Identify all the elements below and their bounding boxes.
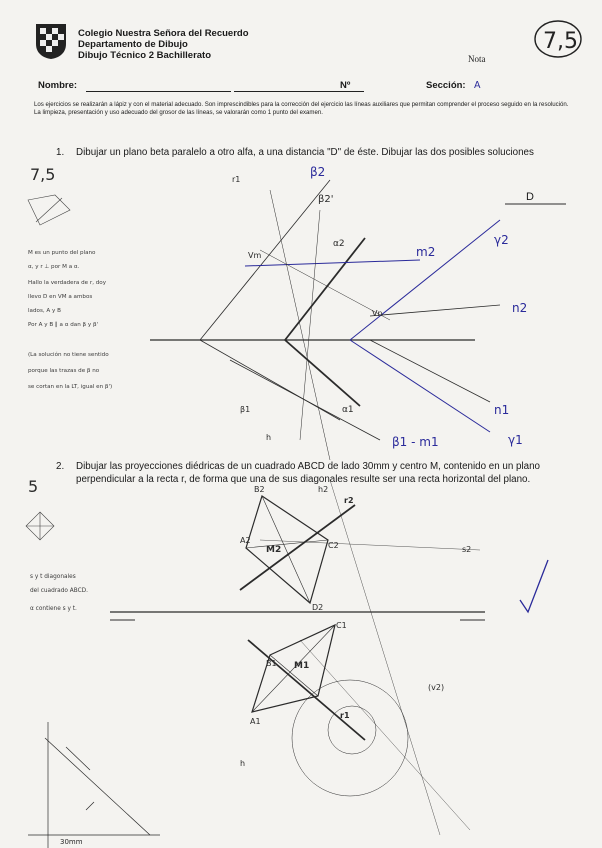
q2-label-b1: B1 <box>266 659 277 668</box>
q2-aux-vert <box>330 480 440 835</box>
q1-aux-diagonal <box>260 250 390 320</box>
q2-label-a2: A2 <box>240 536 251 545</box>
q2-sketch <box>26 512 54 540</box>
q1-label-gamma1: γ1 <box>508 433 523 447</box>
q2-side-notes <box>26 477 88 612</box>
svg-text:se cortan en la LT, igual en β: se cortan en la LT, igual en β') <box>28 384 113 390</box>
q1-labels <box>232 165 534 449</box>
q1-label-h: h <box>266 433 272 442</box>
q1-label-b1: β1 <box>240 405 251 414</box>
nota-label: Nota <box>468 54 486 64</box>
numero-label: Nº <box>340 80 351 91</box>
q1-label-d: D <box>526 191 534 203</box>
check-mark <box>520 560 548 612</box>
q1-drawing <box>150 180 566 460</box>
q2-labels <box>60 485 471 846</box>
question1-text: Dibujar un plano beta paralelo a otro alfa, a una distancia "D" de éste. Dibujar las dos posibles soluciones <box>76 147 534 158</box>
q2-scale-tick-2 <box>86 802 94 810</box>
school-name: Colegio Nuestra Señora del Recuerdo <box>78 28 249 39</box>
q2-aux-diag <box>300 640 470 830</box>
q1-beta1-trace <box>200 340 340 420</box>
svg-text:porque las trazas de β no: porque las trazas de β no <box>28 368 100 374</box>
nombre-label: Nombre: <box>38 80 78 91</box>
svg-text:s y t diagonales: s y t diagonales <box>30 574 76 580</box>
instructions-line1: Los ejercicios se realizarán a lápiz y con el material adecuado. Son imprescindibles para la corrección del ejercicio las líneas auxiliares que permitan comprender el proceso seguido en la resolución. <box>34 101 569 108</box>
svg-text:lados, A y B: lados, A y B <box>28 308 61 314</box>
svg-text:del cuadrado ABCD.: del cuadrado ABCD. <box>30 588 88 594</box>
q2-label-h: h <box>240 759 246 768</box>
q1-alpha2-trace <box>285 238 365 340</box>
q2-label-a1: A1 <box>250 717 261 726</box>
q2-label-c1: C1 <box>336 621 347 630</box>
q2-label-b2: B2 <box>254 485 265 494</box>
q1-score: 7,5 <box>30 165 56 184</box>
q1-alpha1-trace <box>285 340 360 406</box>
q2-label-d2: D2 <box>312 603 324 612</box>
q2-label-r2: r2 <box>344 496 354 505</box>
q1-label-n2: n2 <box>512 301 528 315</box>
q1-label-alpha1: α1 <box>342 405 354 415</box>
q2-aux-h2 <box>260 540 480 550</box>
q2-label-m2: M2 <box>266 545 282 555</box>
q2-label-s2: s2 <box>462 545 472 554</box>
svg-text:llevo D en VM a ambos: llevo D en VM a ambos <box>28 294 93 300</box>
svg-text:Hallo la verdadera de r, doy: Hallo la verdadera de r, doy <box>28 280 107 286</box>
q1-aux-2 <box>300 210 320 440</box>
instructions-line2: La limpieza, presentación y uso adecuado del grosor de las líneas, se valorarán como 1 punto del examen. <box>34 109 323 116</box>
question2-text-line2: perpendicular a la recta r, de forma que una de sus diagonales resulte ser una recta horizontal del plano. <box>76 474 531 485</box>
q2-score: 5 <box>28 477 39 496</box>
q1-note-text <box>28 250 112 390</box>
q1-label-m2: m2 <box>416 245 436 259</box>
svg-text:α, y r ⊥ por M a α.: α, y r ⊥ por M a α. <box>28 264 80 270</box>
q1-side-notes <box>28 165 112 390</box>
svg-text:M es un punto del plano: M es un punto del plano <box>28 250 96 256</box>
q2-scale-tick <box>66 747 90 770</box>
course: Dibujo Técnico 2 Bachillerato <box>78 50 212 61</box>
grade-value: 7,5 <box>543 29 578 54</box>
seccion-label: Sección: <box>426 80 466 91</box>
svg-text:α contiene s y t.: α contiene s y t. <box>30 606 77 612</box>
q1-gamma2 <box>350 220 500 340</box>
q1-m2-line <box>245 260 420 266</box>
q2-square-projection-2 <box>246 496 328 603</box>
q2-construction-circle <box>292 680 408 796</box>
q1-label-vm: Vm <box>248 251 262 260</box>
q2-label-h2: h2 <box>318 485 329 494</box>
q1-sketch <box>28 195 70 225</box>
question1-number: 1. <box>56 147 65 158</box>
q1-n2-line <box>370 305 500 316</box>
question2-number: 2. <box>56 461 65 472</box>
q1-b1-line <box>230 360 380 440</box>
q1-aux-vertical <box>270 190 330 460</box>
q1-label-b1m1: β1 - m1 <box>392 435 439 449</box>
q1-label-gamma2: γ2 <box>494 233 509 247</box>
q2-label-c2: C2 <box>328 541 339 550</box>
q2-label-r1: r1 <box>340 711 350 720</box>
q2-label-v2: (v2) <box>428 683 445 692</box>
q2-drawing <box>28 480 485 848</box>
q1-label-alpha2: α2 <box>333 239 345 249</box>
q2-scale-diag <box>45 738 150 835</box>
seccion-value: A <box>474 80 481 91</box>
q1-label-beta2: β2 <box>310 165 326 179</box>
q2-label-30mm: 30mm <box>60 838 83 846</box>
q1-label-vn: Vn <box>372 309 383 318</box>
question2-text-line1: Dibujar las proyecciones diédricas de un cuadrado ABCD de lado 30mm y centro M, contenido en un plano <box>76 461 540 472</box>
q2-label-m1: M1 <box>294 661 310 671</box>
svg-text:(La solución no tiene sentido: (La solución no tiene sentido <box>28 352 109 358</box>
svg-text:Por A y B ∥ a α dan β y β': Por A y B ∥ a α dan β y β' <box>28 322 99 328</box>
q2-note-text <box>30 574 88 612</box>
q1-beta2-trace <box>200 180 330 340</box>
q1-label-n1: n1 <box>494 403 510 417</box>
q1-label-beta2p: β2' <box>318 194 334 205</box>
q1-gamma1 <box>350 340 490 432</box>
q1-label-r1: r1 <box>232 175 241 184</box>
department: Departamento de Dibujo <box>78 39 188 50</box>
